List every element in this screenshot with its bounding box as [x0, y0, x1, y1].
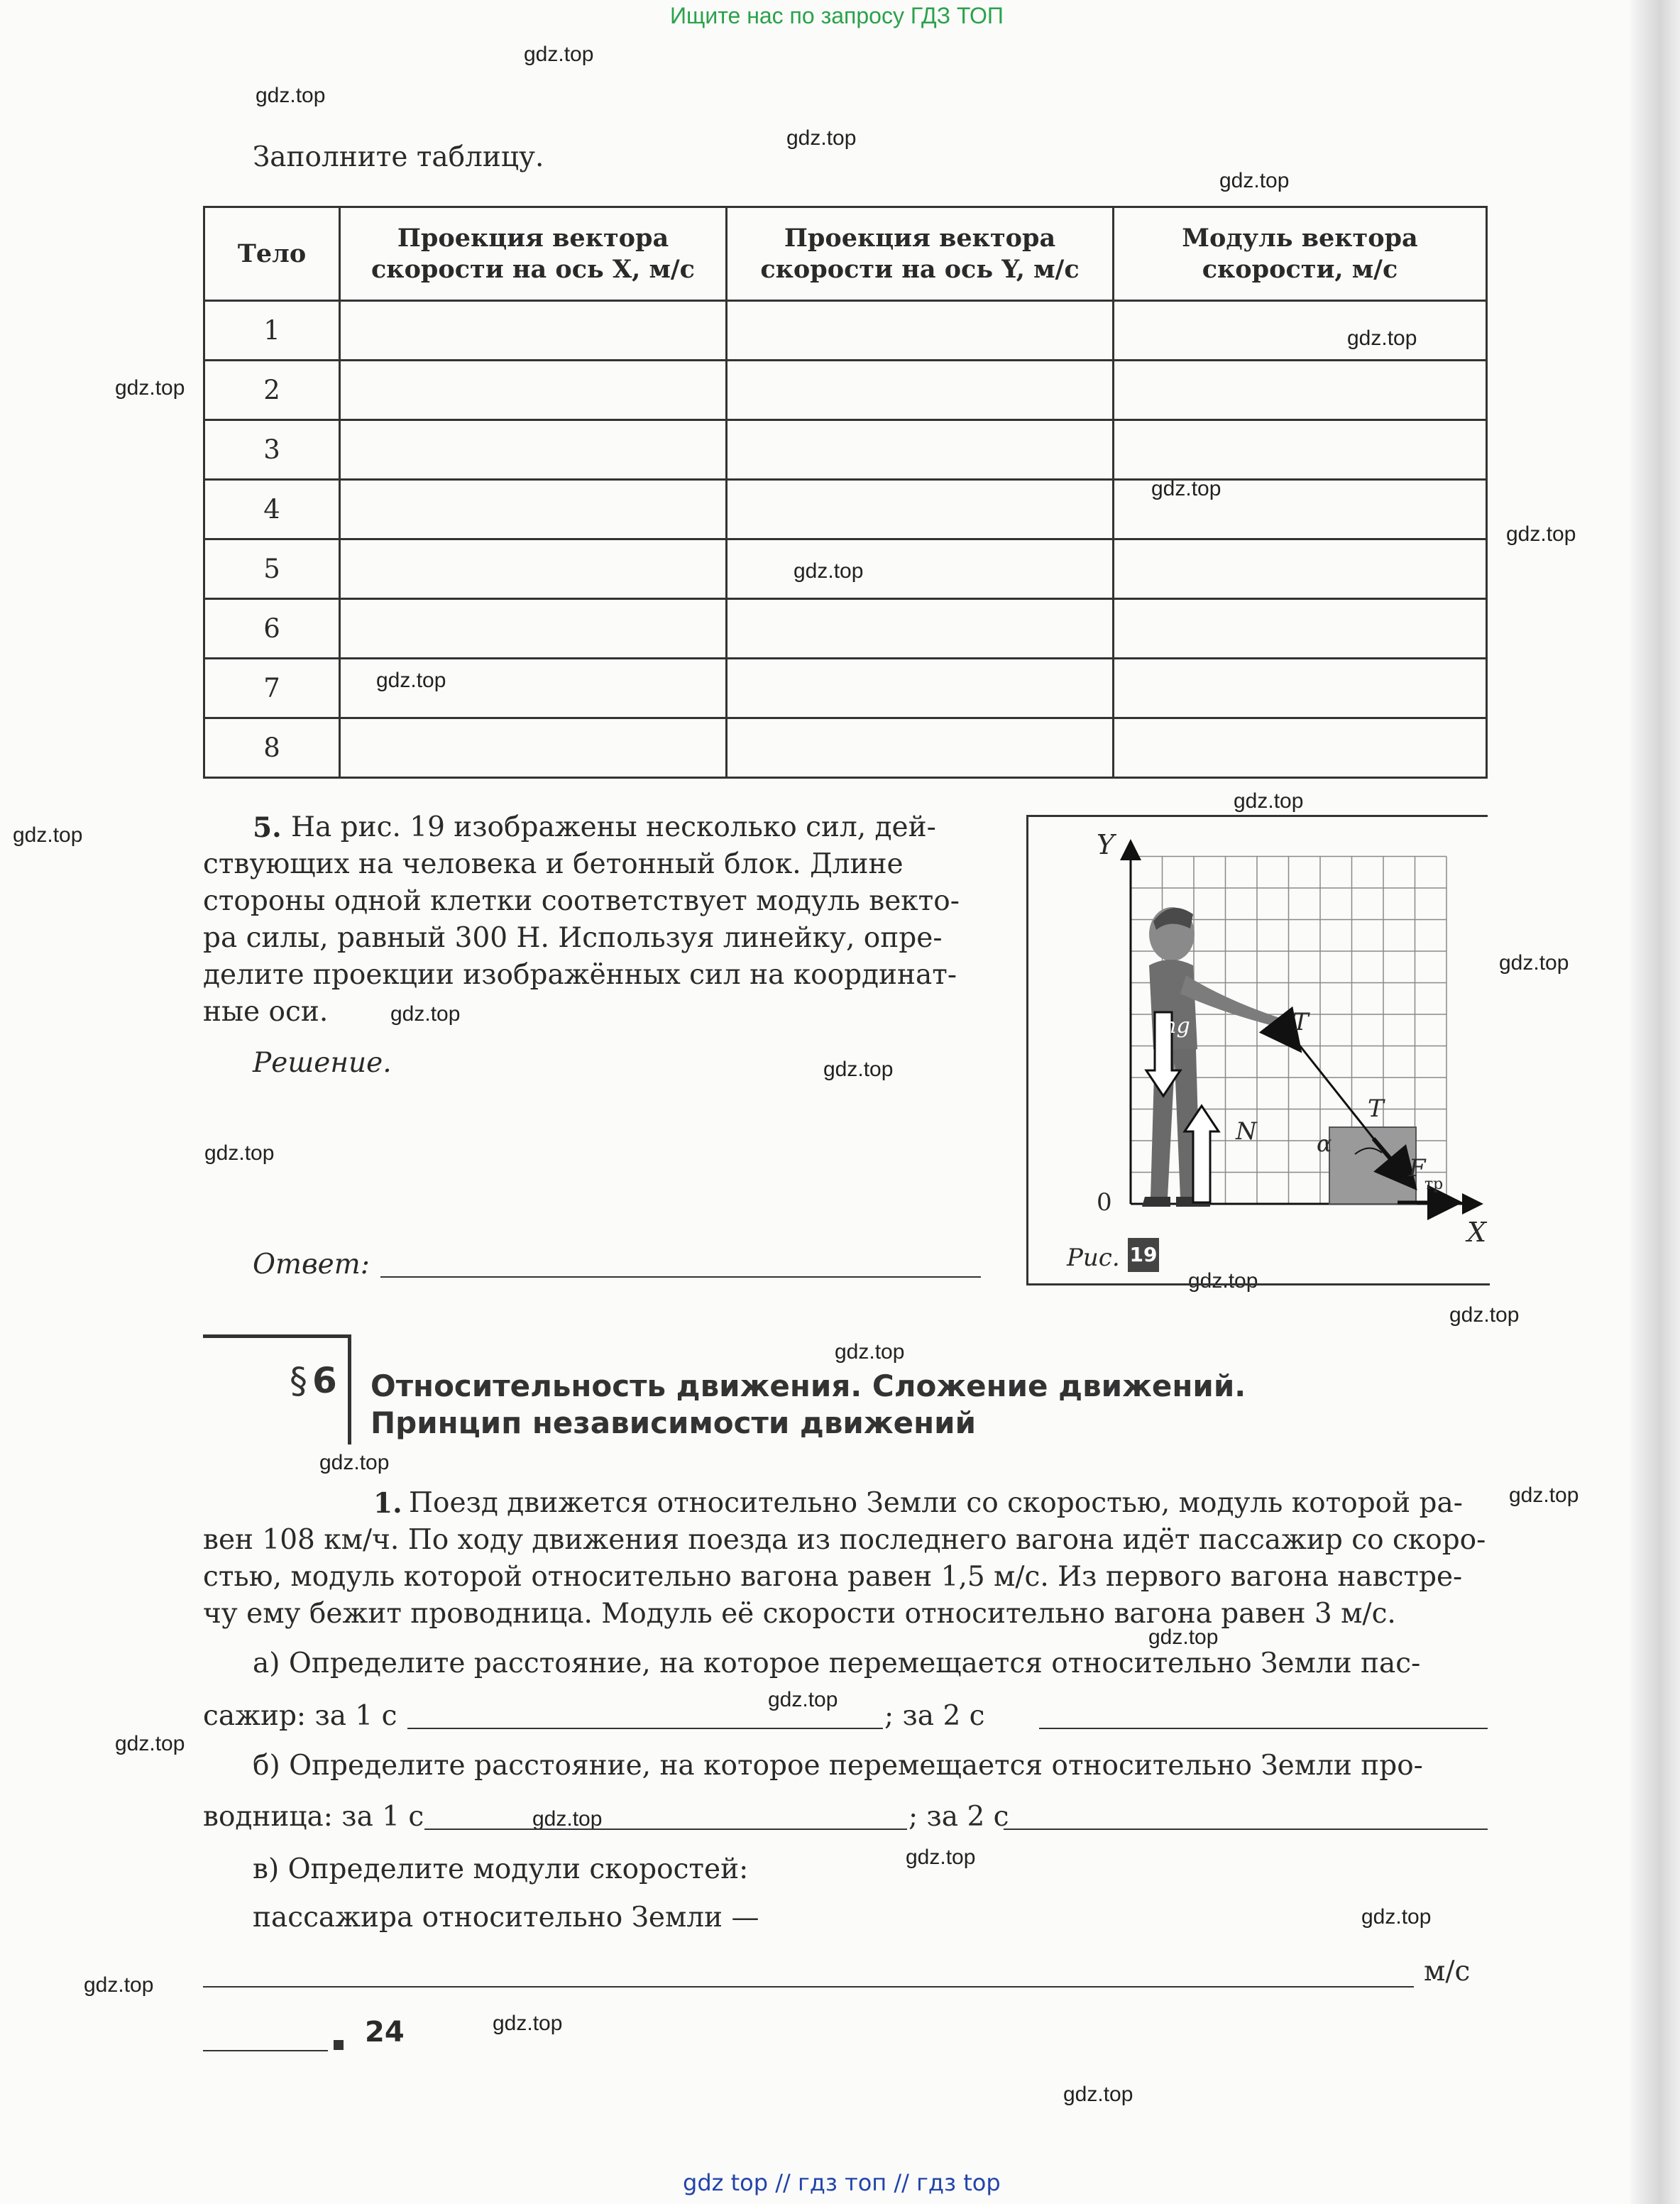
column-header-body: Тело — [204, 207, 340, 301]
part-b-answer-1s[interactable] — [424, 1829, 907, 1830]
watermark: gdz.top — [906, 1846, 976, 1869]
table-row — [204, 659, 1487, 718]
watermark: gdz.top — [1219, 169, 1290, 192]
part-c-passenger-label: пассажира относительно Земли — — [253, 1902, 759, 1934]
part-c-question: в) Определите модули скоростей: — [253, 1853, 749, 1885]
footer-links[interactable]: gdz top // гдз топ // гдз top — [683, 2169, 1001, 2196]
watermark: gdz.top — [13, 823, 83, 847]
part-b-question: б) Определите расстояние, на которое перемещается относительно Земли про- — [253, 1750, 1423, 1782]
answer-cell[interactable] — [727, 659, 1114, 718]
answer-cell[interactable] — [1114, 599, 1487, 659]
normal-force-label: N — [1236, 1117, 1257, 1146]
page-edge-shadow — [1630, 0, 1680, 2204]
watermark: gdz.top — [1361, 1905, 1432, 1929]
answer-cell[interactable] — [727, 718, 1114, 778]
answer-cell[interactable] — [340, 718, 727, 778]
answer-cell[interactable] — [727, 420, 1114, 480]
watermark: gdz.top — [1509, 1484, 1579, 1507]
row-number: 1 — [204, 301, 340, 361]
watermark: gdz.top — [1151, 477, 1221, 500]
table-row — [204, 301, 1487, 361]
table-row — [204, 599, 1487, 659]
answer-label: Ответ: — [253, 1249, 370, 1281]
part-b-answer-2s[interactable] — [1004, 1829, 1488, 1830]
watermark: gdz.top — [115, 1732, 185, 1755]
answer-cell[interactable] — [1114, 539, 1487, 599]
answer-cell[interactable] — [727, 361, 1114, 420]
task-5-line: делите проекции изображённых сил на координат- — [203, 959, 957, 991]
watermark: gdz.top — [1499, 951, 1569, 975]
answer-cell[interactable] — [1114, 718, 1487, 778]
search-banner[interactable]: Ищите нас по запросу ГДЗ ТОП — [670, 3, 1004, 28]
watermark: gdz.top — [786, 126, 857, 150]
row-number: 5 — [204, 539, 340, 599]
task-5-number: 5. — [253, 811, 282, 844]
page-number-rule — [203, 2050, 328, 2051]
alpha-label: α — [1317, 1130, 1332, 1157]
watermark: gdz.top — [823, 1058, 894, 1081]
figure-caption: Рис. — [1067, 1244, 1120, 1272]
watermark: gdz.top — [768, 1688, 838, 1711]
section-number: 6 — [312, 1360, 337, 1401]
watermark: gdz.top — [204, 1141, 275, 1165]
task-1-line: стью, модуль которой относительно вагона равен 1,5 м/с. Из первого вагона навстре- — [203, 1561, 1463, 1593]
answer-cell[interactable] — [727, 539, 1114, 599]
answer-cell[interactable] — [340, 599, 727, 659]
page-number: 24 — [365, 2016, 405, 2049]
watermark: gdz.top — [1449, 1303, 1520, 1327]
figure-19 — [1026, 815, 1490, 1285]
task-5-line: ра силы, равный 300 Н. Используя линейку, опре- — [203, 922, 943, 954]
watermark: gdz.top — [1234, 789, 1304, 813]
answer-cell[interactable] — [340, 420, 727, 480]
answer-cell[interactable] — [1114, 420, 1487, 480]
watermark: gdz.top — [115, 376, 185, 400]
part-a-answer-1s[interactable] — [407, 1728, 883, 1729]
solution-label: Решение. — [253, 1047, 392, 1079]
task-1-line: вен 108 км/ч. По ходу движения поезда из последнего вагона идёт пассажир со скоро- — [203, 1524, 1486, 1556]
tension-label-2: T — [1368, 1095, 1384, 1123]
answer-cell[interactable] — [340, 361, 727, 420]
watermark: gdz.top — [835, 1340, 905, 1364]
mg-label: mg — [1156, 1014, 1190, 1038]
task-5-line: ные оси. — [203, 996, 329, 1028]
column-header-v-modulus: Модуль вектора скорости, м/с — [1114, 207, 1487, 301]
watermark: gdz.top — [84, 1973, 154, 1997]
speed-unit: м/с — [1424, 1956, 1471, 1988]
watermark: gdz.top — [1347, 327, 1417, 350]
table-row — [204, 718, 1487, 778]
task-5-line: стороны одной клетки соответствует модуль векто- — [203, 885, 960, 917]
task-5-line: ствующих на человека и бетонный блок. Длине — [203, 848, 904, 880]
table-instruction: Заполните таблицу. — [253, 141, 544, 173]
tension-label-1: T — [1292, 1008, 1309, 1036]
table-row — [204, 480, 1487, 539]
part-a-answer-2s[interactable] — [1039, 1728, 1488, 1729]
part-c-passenger-answer[interactable] — [203, 1986, 1414, 1988]
row-number: 2 — [204, 361, 340, 420]
watermark: gdz.top — [1506, 522, 1576, 546]
part-b-label-1s: водница: за 1 с — [203, 1801, 424, 1833]
page-number-bullet — [334, 2040, 344, 2050]
answer-line[interactable] — [380, 1276, 981, 1278]
part-a-label-1s: сажир: за 1 с — [203, 1700, 397, 1732]
watermark: gdz.top — [1188, 1269, 1258, 1293]
velocity-table — [203, 206, 1488, 779]
section-symbol: § — [290, 1360, 307, 1401]
answer-cell[interactable] — [1114, 659, 1487, 718]
watermark: gdz.top — [1063, 2083, 1133, 2106]
friction-label-subscript: тр — [1424, 1175, 1444, 1193]
part-a-label-2s: ; за 2 с — [884, 1700, 985, 1732]
watermark: gdz.top — [256, 84, 326, 107]
row-number: 3 — [204, 420, 340, 480]
section-title-line1: Относительность движения. Сложение движений. — [370, 1369, 1246, 1403]
axis-y-label: Y — [1097, 829, 1115, 860]
axis-x-label: X — [1467, 1217, 1487, 1248]
task-5-line: На рис. 19 изображены несколько сил, дей- — [291, 811, 936, 843]
task-1-line: Поезд движется относительно Земли со скоростью, модуль которой ра- — [409, 1487, 1463, 1519]
watermark: gdz.top — [524, 43, 594, 66]
figure-number-badge: 19 — [1128, 1238, 1159, 1272]
task-1-number: 1. — [373, 1487, 402, 1520]
watermark: gdz.top — [493, 2012, 563, 2035]
part-b-label-2s: ; за 2 с — [908, 1801, 1009, 1833]
answer-cell[interactable] — [340, 659, 727, 718]
row-number: 4 — [204, 480, 340, 539]
task-1-line: чу ему бежит проводница. Модуль её скорости относительно вагона равен 3 м/с. — [203, 1598, 1396, 1630]
answer-cell[interactable] — [727, 599, 1114, 659]
friction-label: F — [1409, 1154, 1426, 1183]
table-row — [204, 539, 1487, 599]
watermark: gdz.top — [794, 559, 864, 583]
answer-cell[interactable] — [1114, 301, 1487, 361]
row-number: 8 — [204, 718, 340, 778]
watermark: gdz.top — [1148, 1625, 1219, 1649]
section-title-line2: Принцип независимости движений — [370, 1405, 977, 1440]
answer-cell[interactable] — [727, 480, 1114, 539]
column-header-vx: Проекция вектора скорости на ось X, м/с — [340, 207, 727, 301]
answer-cell[interactable] — [1114, 361, 1487, 420]
answer-cell[interactable] — [1114, 480, 1487, 539]
answer-cell[interactable] — [340, 539, 727, 599]
answer-cell[interactable] — [340, 480, 727, 539]
answer-cell[interactable] — [340, 301, 727, 361]
watermark: gdz.top — [390, 1002, 461, 1026]
watermark: gdz.top — [376, 669, 446, 692]
table-row — [204, 420, 1487, 480]
row-number: 6 — [204, 599, 340, 659]
part-a-question: а) Определите расстояние, на которое перемещается относительно Земли пас- — [253, 1647, 1421, 1679]
answer-cell[interactable] — [727, 301, 1114, 361]
origin-label: 0 — [1097, 1188, 1112, 1217]
table-row — [204, 361, 1487, 420]
row-number: 7 — [204, 659, 340, 718]
watermark: gdz.top — [532, 1807, 603, 1831]
watermark: gdz.top — [319, 1451, 390, 1474]
column-header-vy: Проекция вектора скорости на ось Y, м/с — [727, 207, 1114, 301]
